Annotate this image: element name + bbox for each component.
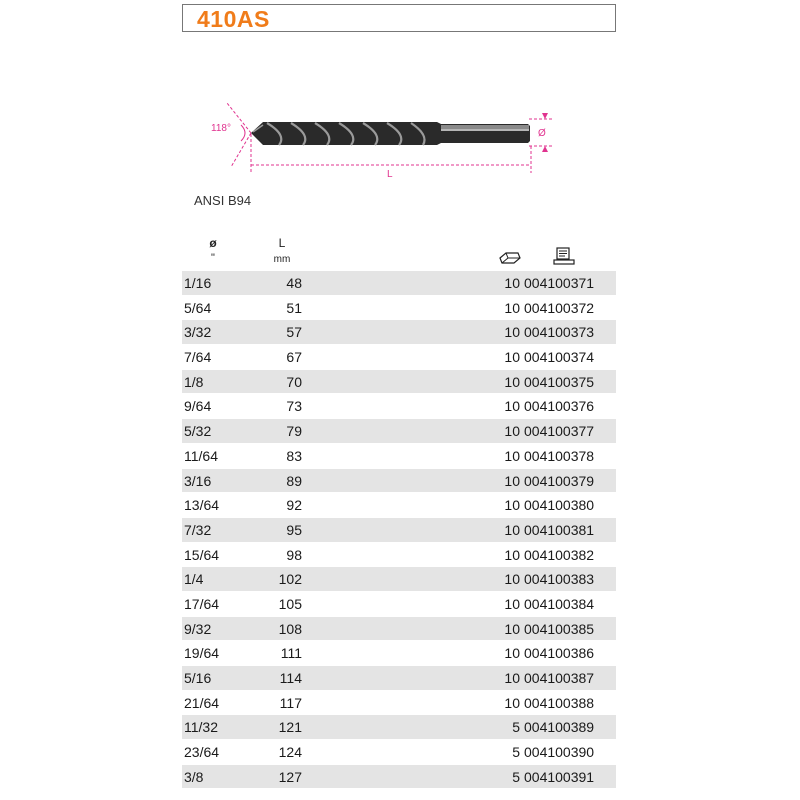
table-row (182, 394, 616, 419)
drill-bit (251, 122, 530, 145)
cell-diameter: 3/8 (184, 768, 204, 785)
cell-quantity: 10 (504, 694, 520, 711)
cell-diameter: 23/64 (184, 744, 220, 761)
cell-length: 79 (286, 423, 302, 440)
cell-quantity: 10 (504, 521, 520, 538)
cell-quantity: 5 (512, 768, 520, 785)
cell-diameter: 5/64 (184, 299, 212, 316)
table-row (182, 320, 616, 345)
angle-label: 118° (211, 123, 231, 134)
cell-length: 92 (286, 497, 302, 514)
cell-quantity: 10 (504, 571, 520, 588)
cell-diameter: 1/8 (184, 373, 204, 390)
cell-quantity: 10 (504, 670, 520, 686)
cell-quantity: 5 (512, 719, 520, 736)
table-row (182, 370, 616, 395)
cell-length: 114 (279, 670, 302, 686)
standard-label: ANSI B94 (194, 193, 252, 208)
cell-quantity: 10 (504, 373, 520, 390)
table-row (182, 567, 616, 592)
cell-quantity: 10 (504, 620, 520, 637)
cell-diameter: 17/64 (184, 595, 220, 612)
cell-code: 004100379 (524, 472, 595, 489)
cell-code: 004100383 (524, 571, 595, 588)
catalogue-code-icon (553, 247, 575, 265)
cell-length: 70 (286, 373, 302, 390)
cell-diameter: 1/4 (184, 571, 204, 588)
cell-length: 98 (286, 546, 302, 563)
table-row (182, 518, 616, 543)
cell-length: 127 (278, 768, 302, 785)
cell-length: 95 (286, 521, 302, 538)
cell-diameter: 5/16 (184, 670, 212, 686)
arrow-bottom (542, 146, 548, 152)
cell-length: 124 (278, 744, 302, 761)
cell-quantity: 10 (504, 546, 520, 563)
cell-code: 004100372 (524, 299, 595, 316)
cell-code: 004100387 (524, 670, 595, 686)
cell-code: 004100373 (524, 324, 595, 341)
cell-code: 004100388 (524, 694, 595, 711)
header-diameter-unit: " (211, 252, 215, 264)
cell-length: 48 (286, 275, 302, 291)
cell-quantity: 10 (504, 497, 520, 514)
cell-code: 004100376 (524, 398, 595, 415)
cell-code: 004100378 (524, 447, 595, 464)
table-row (182, 543, 616, 568)
cell-quantity: 10 (504, 398, 520, 415)
table-row (182, 641, 616, 666)
cell-quantity: 10 (504, 349, 520, 366)
cell-length: 89 (286, 472, 302, 489)
cell-code: 004100380 (524, 497, 595, 514)
cell-length: 57 (286, 324, 302, 341)
cell-quantity: 10 (504, 645, 520, 662)
product-title-box (182, 4, 616, 32)
cell-diameter: 9/32 (184, 620, 212, 637)
table-row (182, 271, 616, 296)
cell-diameter: 15/64 (184, 546, 220, 563)
table-row (182, 345, 616, 370)
cell-quantity: 10 (504, 324, 520, 341)
table-row (182, 419, 616, 444)
cell-length: 105 (278, 595, 302, 612)
header-length-unit: mm (273, 254, 291, 265)
cell-diameter: 11/32 (184, 719, 218, 736)
cell-diameter: 3/16 (184, 472, 212, 489)
cell-quantity: 10 (504, 472, 520, 489)
cell-code: 004100377 (524, 423, 595, 440)
table-row (182, 691, 616, 716)
cell-diameter: 13/64 (184, 497, 220, 514)
cell-length: 83 (286, 447, 302, 464)
cell-length: 108 (278, 620, 302, 637)
pack-box-icon (498, 250, 522, 266)
cell-quantity: 10 (504, 423, 520, 440)
cell-code: 004100374 (524, 349, 595, 366)
table-row (182, 493, 616, 518)
cell-length: 67 (286, 349, 302, 366)
cell-diameter: 21/64 (184, 694, 220, 711)
cell-code: 004100389 (524, 719, 595, 736)
cell-diameter: 7/64 (184, 349, 212, 366)
cell-quantity: 10 (504, 299, 520, 316)
angle-arc (241, 125, 245, 141)
cell-diameter: 11/64 (184, 447, 218, 464)
cell-length: 121 (278, 719, 302, 736)
table-row (182, 617, 616, 642)
table-row (182, 469, 616, 494)
cell-code: 004100375 (524, 373, 595, 390)
cell-length: 111 (280, 645, 302, 662)
product-title: 410AS (197, 6, 270, 32)
table-row (182, 740, 616, 765)
cell-quantity: 5 (512, 744, 520, 761)
cell-code: 004100384 (524, 595, 595, 612)
cell-length: 73 (286, 398, 302, 415)
cell-length: 51 (286, 299, 302, 316)
cell-diameter: 1/16 (184, 275, 212, 291)
cell-code: 004100391 (524, 768, 595, 785)
table-row (182, 715, 616, 740)
length-label: L (387, 169, 393, 180)
cell-diameter: 7/32 (184, 521, 212, 538)
cell-code: 004100371 (524, 275, 595, 291)
table-row (182, 296, 616, 321)
cell-code: 004100390 (524, 744, 595, 761)
cell-quantity: 10 (504, 595, 520, 612)
cell-diameter: 19/64 (184, 645, 220, 662)
cell-quantity: 10 (504, 447, 520, 464)
cell-diameter: 9/64 (184, 398, 212, 415)
header-length: L (278, 236, 286, 250)
header-diameter: ø (209, 236, 217, 250)
cell-diameter: 3/32 (184, 324, 212, 341)
cell-code: 004100381 (524, 521, 595, 538)
cell-quantity: 10 (504, 275, 520, 291)
drill-table (182, 271, 616, 789)
arrow-top (542, 113, 548, 119)
diameter-label: Ø (538, 128, 546, 139)
cell-diameter: 5/32 (184, 423, 212, 440)
cell-length: 102 (278, 571, 302, 588)
drill-bit-diagram (205, 95, 565, 185)
cell-length: 117 (279, 694, 302, 711)
cell-code: 004100385 (524, 620, 595, 637)
table-row (182, 765, 616, 790)
table-row (182, 666, 616, 691)
cell-code: 004100382 (524, 546, 595, 563)
cell-code: 004100386 (524, 645, 595, 662)
table-row (182, 592, 616, 617)
table-row (182, 444, 616, 469)
